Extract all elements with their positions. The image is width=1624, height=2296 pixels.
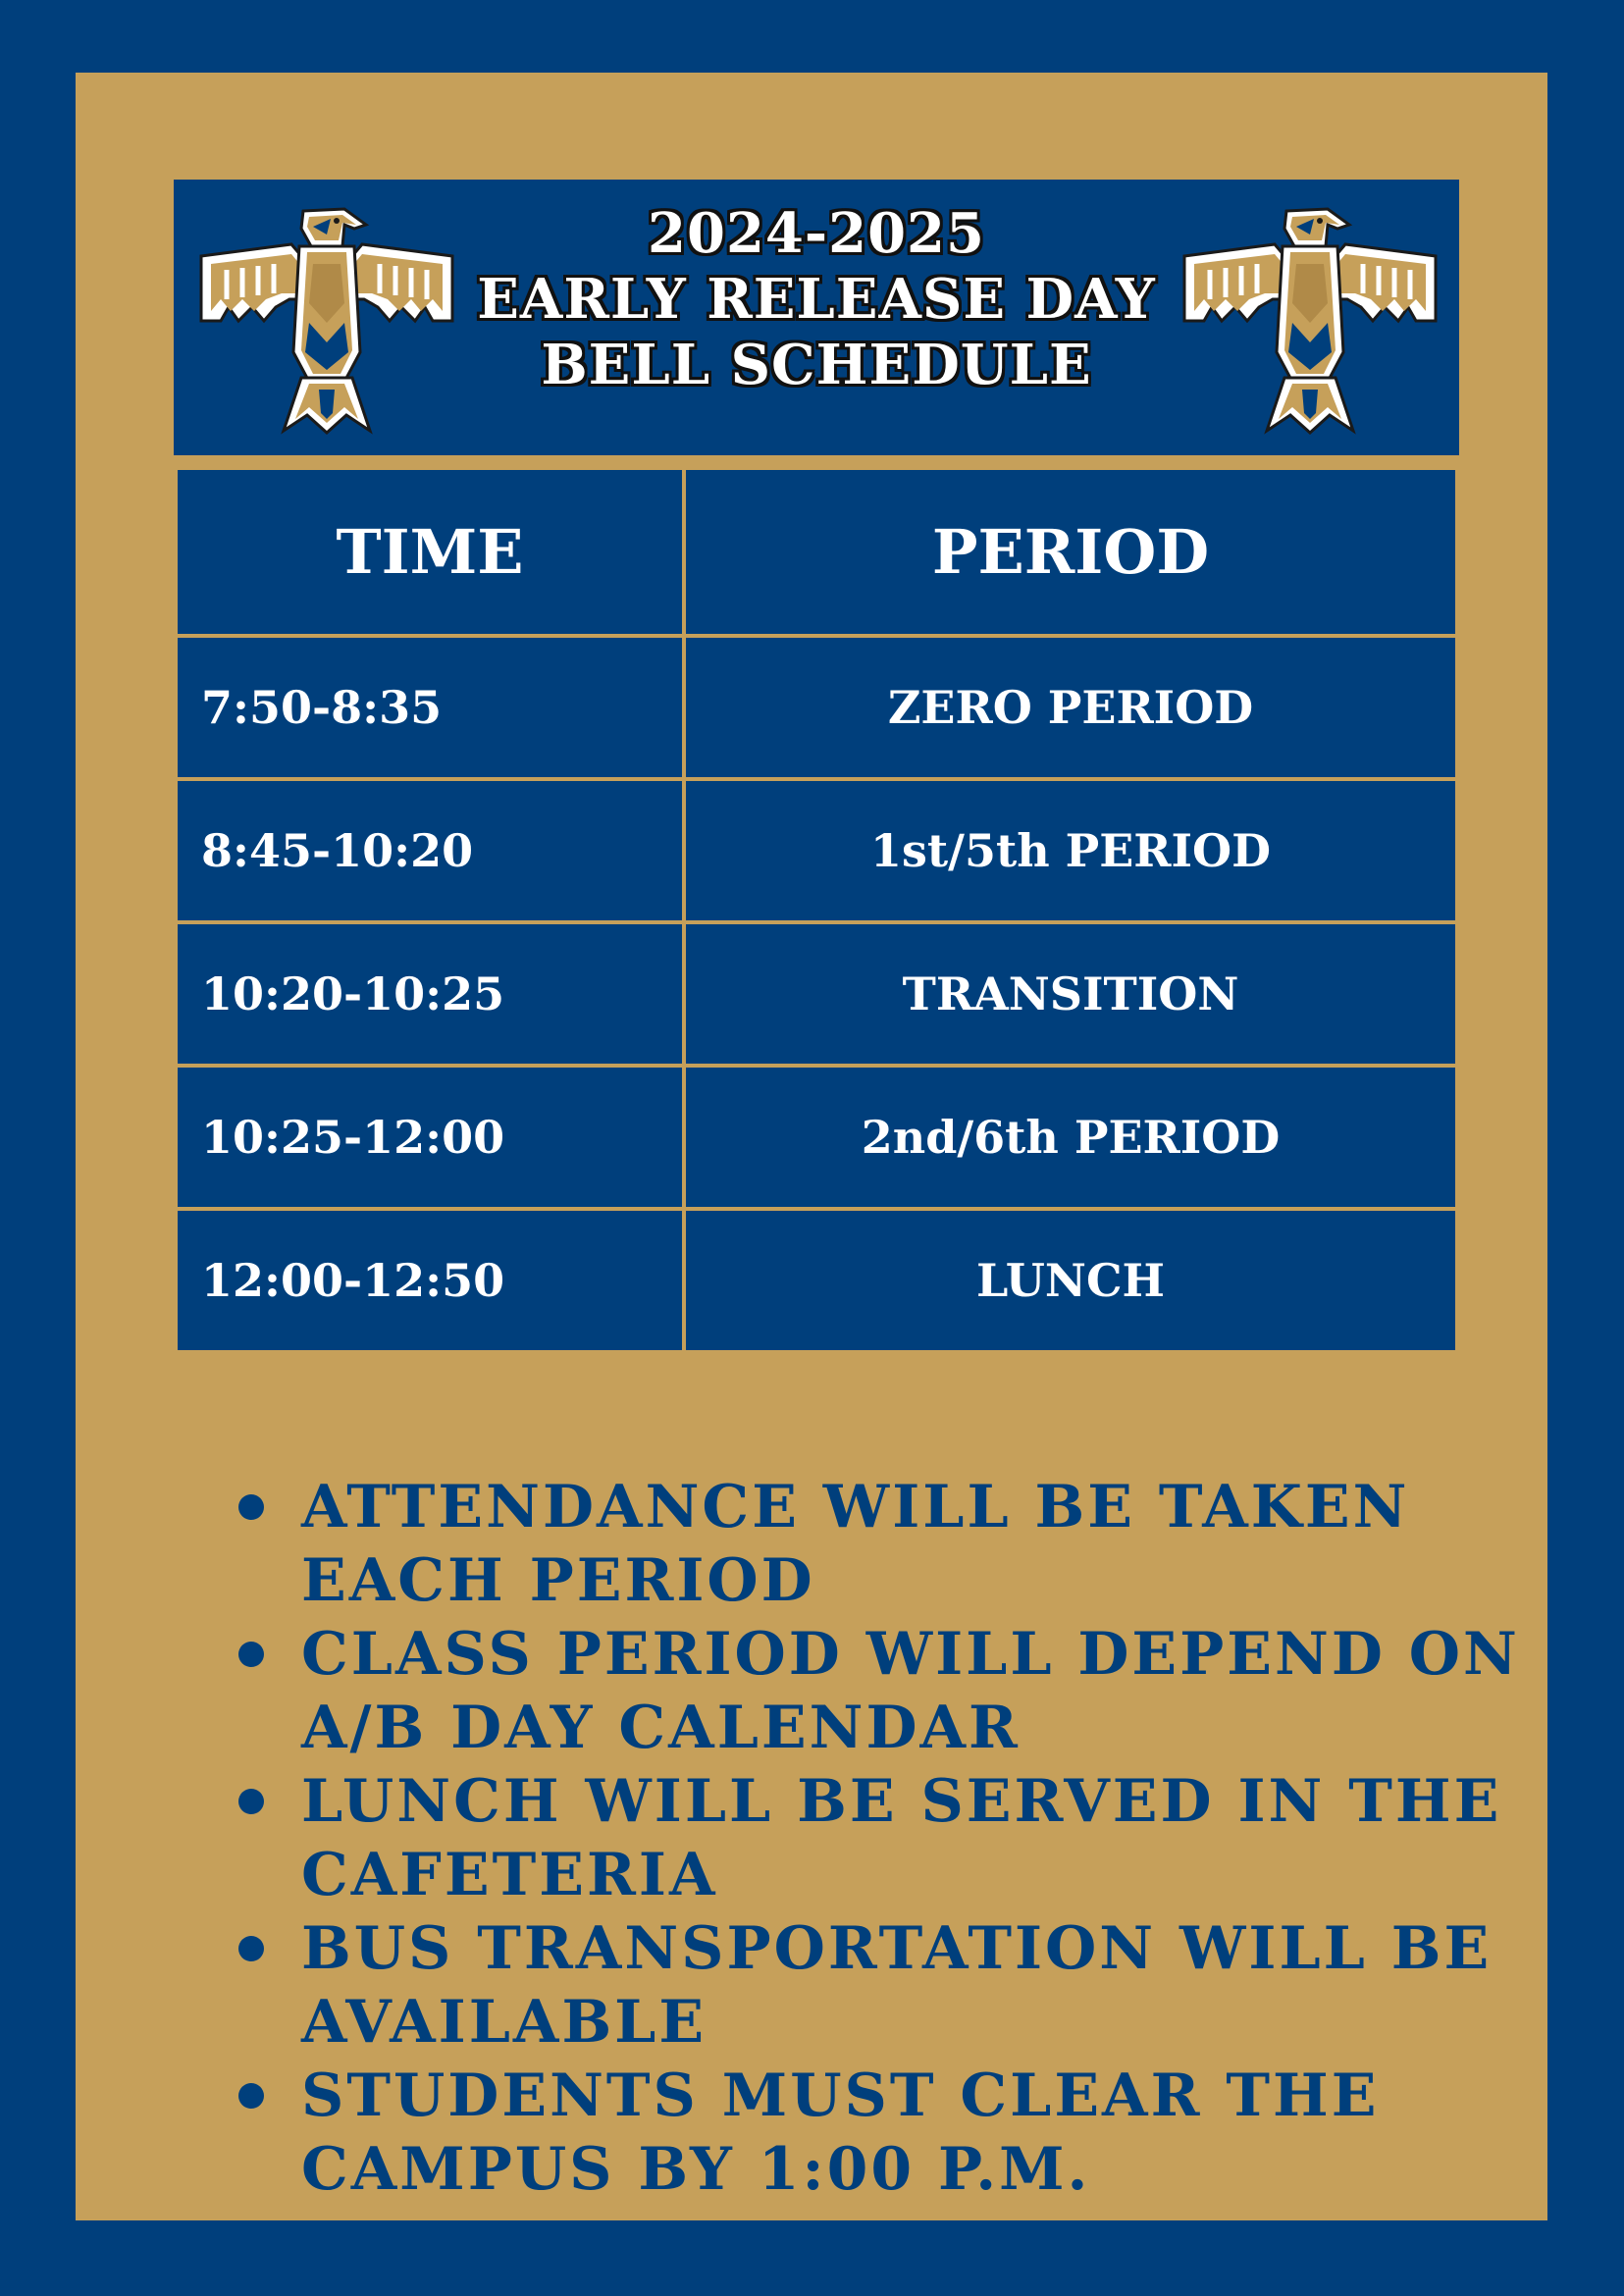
note-text: STUDENTS MUST CLEAR THE CAMPUS BY 1:00 P.M. — [301, 2061, 1380, 2204]
list-item — [231, 1618, 1604, 1765]
banner-title — [419, 201, 1214, 398]
note-text: ATTENDANCE WILL BE TAKEN EACH PERIOD — [301, 1473, 1410, 1615]
thunderbird-icon — [197, 205, 456, 435]
list-item — [231, 1471, 1604, 1618]
period-cell: 2nd/6th PERIOD — [686, 1068, 1455, 1207]
bullet-icon — [238, 1789, 264, 1814]
table-header-row — [178, 470, 1455, 634]
table-row — [178, 781, 1455, 920]
event-title: EARLY RELEASE DAY — [477, 267, 1156, 332]
table-row — [178, 1211, 1455, 1350]
time-cell: 12:00-12:50 — [178, 1211, 682, 1350]
school-year: 2024-2025 — [648, 201, 985, 266]
table-row — [178, 924, 1455, 1064]
bell-schedule-table — [174, 466, 1459, 1354]
table-row — [178, 638, 1455, 777]
period-cell: ZERO PERIOD — [686, 638, 1455, 777]
period-cell: LUNCH — [686, 1211, 1455, 1350]
schedule-card — [76, 73, 1547, 2220]
note-text: CLASS PERIOD WILL DEPEND ON A/B DAY CALENDAR — [301, 1620, 1520, 1762]
bullet-icon — [238, 1642, 264, 1667]
period-cell: TRANSITION — [686, 924, 1455, 1064]
note-text: LUNCH WILL BE SERVED IN THE CAFETERIA — [301, 1767, 1502, 1909]
time-cell: 10:25-12:00 — [178, 1068, 682, 1207]
thunderbird-icon — [1180, 205, 1440, 435]
note-text: BUS TRANSPORTATION WILL BE AVAILABLE — [301, 1914, 1493, 2057]
time-cell: 10:20-10:25 — [178, 924, 682, 1064]
schedule-title: BELL SCHEDULE — [541, 333, 1092, 397]
bullet-icon — [238, 1936, 264, 1961]
time-cell: 7:50-8:35 — [178, 638, 682, 777]
time-column-header: TIME — [178, 470, 682, 634]
list-item — [231, 1765, 1604, 1912]
title-banner — [174, 180, 1459, 455]
time-cell: 8:45-10:20 — [178, 781, 682, 920]
bullet-icon — [238, 2083, 264, 2109]
list-item — [231, 2060, 1604, 2207]
bullet-icon — [238, 1494, 264, 1520]
notes-list — [231, 1471, 1604, 2207]
table-row — [178, 1068, 1455, 1207]
period-column-header: PERIOD — [686, 470, 1455, 634]
period-cell: 1st/5th PERIOD — [686, 781, 1455, 920]
list-item — [231, 1912, 1604, 2060]
